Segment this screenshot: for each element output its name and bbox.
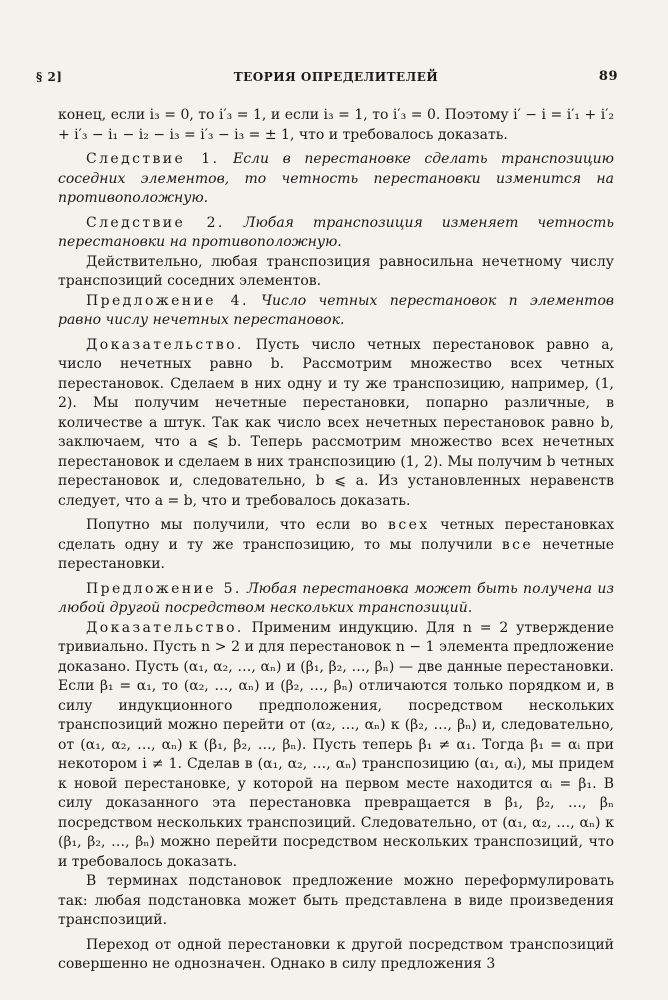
section-marker: § 2] (36, 70, 63, 84)
proposition-5-text: Любая перестановка может быть получена из любой другой посредством нескольких транспозиций. (58, 580, 615, 616)
spaced-word: всех (388, 517, 430, 533)
paragraph-transition: Переход от одной перестановки к другой посредством транспозиций совершенно не однозначен. Однако в силу предложения 3 (58, 936, 614, 972)
spaced-word: все (501, 536, 534, 553)
corollary-2-label: Следствие 2. (86, 214, 225, 231)
text-run: нечетные перестановки. (58, 536, 615, 572)
proof-4-label: Доказательство. (86, 336, 244, 353)
page-header (36, 66, 618, 88)
corollary-1 (58, 150, 614, 209)
proposition-4-label: Предложение 4. (86, 292, 249, 309)
proof-4 (58, 336, 614, 512)
corollary-1-text: Если в перестановке сделать транспозицию соседних элементов, то четность перестановки изменится на противоположную. (58, 151, 614, 206)
paragraph-incidentally (58, 516, 614, 575)
book-page (36, 66, 618, 975)
page-number: 89 (598, 69, 618, 84)
proposition-4-text: Число четных перестановок n элементов равно числу нечетных перестановок. (58, 292, 615, 328)
proof-5-label: Доказательство. (86, 619, 244, 636)
proposition-4 (58, 292, 614, 331)
corollary-2 (58, 214, 614, 253)
paragraph-indeed: Действительно, любая транспозиция равносильна нечетному числу транспозиций соседних элементов. (58, 253, 614, 289)
paragraph-substitutions: В терминах подстановок предложение можно переформулировать так: любая подстановка может быть представлена в виде произведения транспозиций. (58, 873, 614, 928)
proof-5-text: Применим индукцию. Для n = 2 утверждение тривиально. Пусть n > 2 и для перестановок n − 1 элемента предложение доказано. Пусть (α₁, α₂, …, αₙ) и (β₁, β₂, …, βₙ) — две данные перестановки. Если β₁ = α₁, то (α₂, …, αₙ) и (β₂, …, βₙ) отличаются только порядком и, в силу индукционного предположения, посредством нескольких транспозиций можно перейти от (α₂, …, αₙ) к (β₂, …, βₙ) и, следовательно, от (α₁, α₂, …, αₙ) к (β₁, β₂, …, βₙ). Пусть теперь β₁ ≠ α₁. Тогда β₁ = αᵢ при некотором i ≠ 1. Сделав в (α₁, α₂, …, αₙ) транспозицию (α₁, αᵢ), мы придем к новой перестановке, у которой на первом месте находится αᵢ = β₁. В силу доказанного эта перестановка превращается в β₁, β₂, …, βₙ посредством нескольких транспозиций. Следовательно, от (α₁, α₂, …, αₙ) к (β₁, β₂, …, βₙ) можно перейти посредством нескольких транспозиций, что и требовалось доказать. (58, 619, 614, 870)
proof-4-text: Пусть число четных перестановок равно a, число нечетных равно b. Рассмотрим множество всех четных перестановок. Сделаем в них одну и ту же транспозицию, например, (1, 2). Мы получим нечетные перестановки, попарно различные, в количестве a штук. Так как число всех нечетных перестановок равно b, заключаем, что a ⩽ b. Теперь рассмотрим множество всех нечетных перестановок и сделаем в них транспозицию (1, 2). Мы получим b четных перестановок и, следовательно, b ⩽ a. Из установленных неравенств следует, что a = b, что и требовалось доказать. (58, 336, 614, 509)
proof-5 (58, 619, 614, 873)
proposition-5-label: Предложение 5. (86, 580, 242, 597)
page-body (58, 106, 614, 975)
text-run: четных перестановках сделать одну и ту же транспозицию, то мы получили (58, 517, 615, 553)
text-run: Попутно мы получили, что если во (86, 517, 378, 533)
paragraph-proof-end: конец, если i₃ = 0, то i′₃ = 1, и если i₃ = 1, то i′₃ = 0. Поэтому i′ − i = i′₁ + i′₂ + i′₃ − i₁ − i₂ − i₃ = i′₃ − i₃ = ± 1, что и требовалось доказать. (58, 107, 614, 143)
running-title: ТЕОРИЯ ОПРЕДЕЛИТЕЛЕЙ (233, 70, 439, 84)
proposition-5 (58, 580, 614, 619)
corollary-1-label: Следствие 1. (86, 151, 220, 167)
corollary-2-text: Любая транспозиция изменяет четность перестановки на противоположную. (58, 214, 615, 250)
